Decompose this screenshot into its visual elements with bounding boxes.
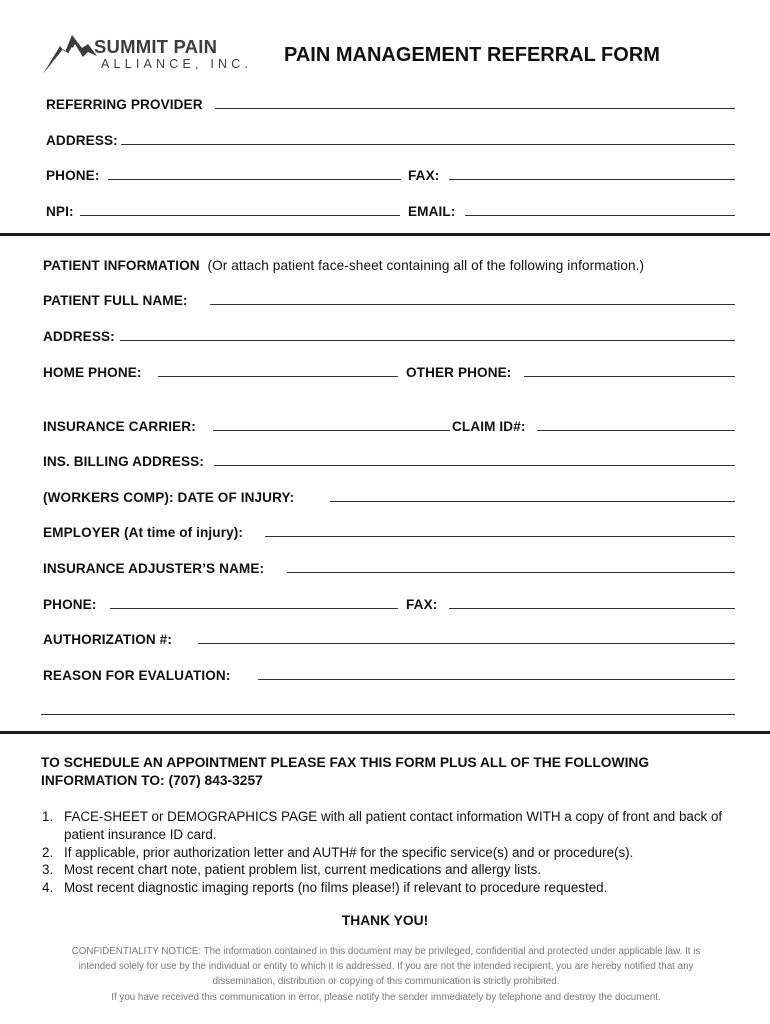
adjuster-phone-label: PHONE: (43, 597, 97, 612)
fax-instruction-line2: INFORMATION TO: (707) 843-3257 (41, 773, 263, 788)
provider-email-field[interactable] (465, 215, 735, 216)
logo-subtitle: ALLIANCE, INC. (101, 57, 253, 71)
patient-info-note: (Or attach patient face-sheet containing all of the following information.) (207, 258, 645, 273)
adjuster-phone-field[interactable] (110, 608, 398, 609)
claim-id-label: CLAIM ID#: (452, 419, 526, 434)
home-phone-field[interactable] (158, 376, 398, 377)
provider-address-field[interactable] (121, 144, 735, 145)
patient-address-label: ADDRESS: (43, 329, 115, 344)
adjuster-fax-label: FAX: (406, 597, 438, 612)
patient-full-name-field[interactable] (210, 304, 735, 305)
billing-address-field[interactable] (214, 465, 735, 466)
referring-provider-field[interactable] (215, 108, 735, 109)
list-item: 4. Most recent diagnostic imaging reports (no films please!) if relevant to procedure requested. (42, 880, 608, 896)
provider-phone-field[interactable] (108, 179, 401, 180)
mountain-logo-icon (42, 32, 98, 76)
list-item: 2. If applicable, prior authorization letter and AUTH# for the specific service(s) and or procedure(s). (42, 844, 634, 860)
provider-fax-label: FAX: (408, 168, 440, 183)
patient-full-name-label: PATIENT FULL NAME: (43, 293, 188, 308)
home-phone-label: HOME PHONE: (43, 365, 142, 380)
fax-instruction-line1: TO SCHEDULE AN APPOINTMENT PLEASE FAX THIS FORM PLUS ALL OF THE FOLLOWING (41, 755, 650, 770)
required-documents-list (42, 808, 732, 897)
insurance-carrier-field[interactable] (213, 430, 450, 431)
provider-npi-label: NPI: (46, 204, 74, 219)
other-phone-label: OTHER PHONE: (406, 365, 512, 380)
section-divider (0, 233, 770, 236)
adjuster-name-label: INSURANCE ADJUSTER’S NAME: (43, 561, 265, 576)
patient-info-heading-text: PATIENT INFORMATION (43, 258, 200, 273)
provider-address-label: ADDRESS: (46, 133, 118, 148)
logo-name: SUMMIT PAIN (94, 36, 218, 57)
date-of-injury-field[interactable] (330, 501, 735, 502)
insurance-carrier-label: INSURANCE CARRIER: (43, 419, 196, 434)
authorization-field[interactable] (198, 643, 735, 644)
confidentiality-notice: CONFIDENTIALITY NOTICE: The information contained in this document may be privileged, confidential and protected under applicable law. It is intended solely for use by the individual or entity to which it is addressed. If you are not the intended recipient, you are hereby notified that any dissemination, distribution or copying of this communication is strictly prohibited. If you have received this communication in error, please notify the sender immediately by telephone and destroy the document. (71, 946, 701, 1003)
reason-field[interactable] (258, 679, 735, 680)
page-title: PAIN MANAGEMENT REFERRAL FORM (284, 44, 660, 66)
provider-fax-field[interactable] (449, 179, 735, 180)
patient-info-heading (43, 258, 644, 273)
employer-label: EMPLOYER (At time of injury): (43, 525, 244, 540)
thank-you: THANK YOU! (341, 913, 429, 928)
provider-email-label: EMAIL: (408, 204, 456, 219)
reason-label: REASON FOR EVALUATION: (43, 668, 231, 683)
patient-address-field[interactable] (120, 340, 735, 341)
adjuster-fax-field[interactable] (449, 608, 735, 609)
claim-id-field[interactable] (537, 430, 735, 431)
referring-provider-label: REFERRING PROVIDER (46, 97, 203, 112)
billing-address-label: INS. BILLING ADDRESS: (43, 454, 204, 469)
list-item: 3. Most recent chart note, patient problem list, current medications and allergy lists. (42, 862, 542, 878)
employer-field[interactable] (265, 536, 735, 537)
adjuster-name-field[interactable] (287, 572, 735, 573)
authorization-label: AUTHORIZATION #: (43, 632, 172, 647)
section-divider (0, 731, 770, 734)
provider-npi-field[interactable] (80, 215, 400, 216)
date-of-injury-label: (WORKERS COMP): DATE OF INJURY: (43, 490, 295, 505)
list-item: 1. FACE-SHEET or DEMOGRAPHICS PAGE with all patient contact information WITH a copy of front and back of patient insurance ID card. (42, 809, 723, 842)
provider-phone-label: PHONE: (46, 168, 100, 183)
other-phone-field[interactable] (524, 376, 735, 377)
reason-field-continued[interactable] (41, 714, 735, 715)
